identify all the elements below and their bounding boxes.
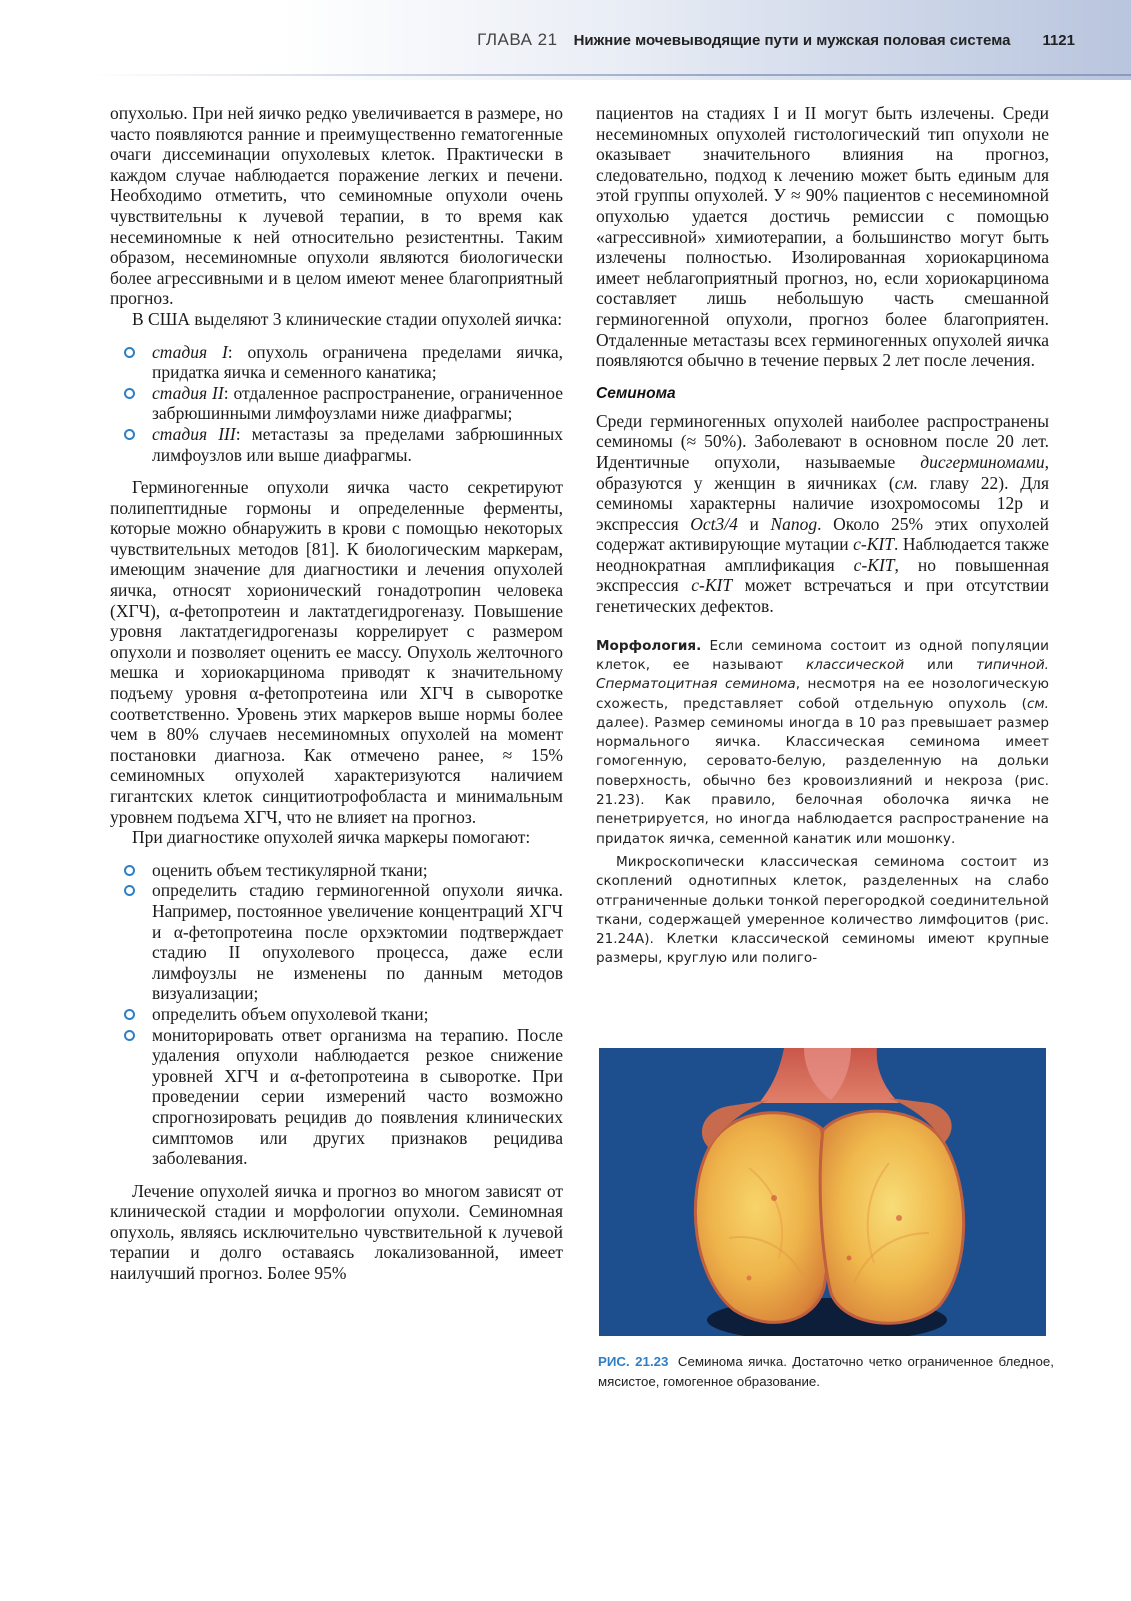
bullet-icon [124,347,135,358]
paragraph: Лечение опухолей яичка и прогноз во многом зависят от клинической стадии и морфологии опухоли. Семиномная опухоль, являясь исключительно чувствительной к лучевой терапии и долго оставаясь локализованной, имеет наилучший прогноз. Более 95% [110,1180,563,1284]
running-head [477,30,1075,54]
bullet-icon [124,1030,135,1041]
marker-text: оценить объем тестикулярной ткани; [152,859,428,880]
right-column [596,103,1049,969]
figure-label: РИС. 21.23 [598,1354,669,1369]
caption-text: Семинома яичка. Достаточно четко ограниченное бледное, мясистое, гомогенное образование. [598,1354,1054,1389]
marker-text: мониторировать ответ организма на терапию. После удаления опухоли наблюдается резкое снижение уровней ХГЧ и α-фетопротеина в сыворотке. При проведении серии измерений часто возможно спрогнозировать рецидив до появления клинических симптомов или других признаков рецидива заболевания. [152,1024,563,1169]
chapter-title: Нижние мочевыводящие пути и мужская половая система [573,32,1011,49]
list-item [110,424,563,465]
stage-text: : опухоль ограничена пределами яичка, придатка яичка и семенного канатика; [152,341,564,383]
figure-caption [598,1352,1054,1391]
list-item [110,383,563,424]
list-item [110,342,563,383]
list-item [110,880,563,1004]
section-heading: Семинома [596,384,676,402]
bullet-icon [124,429,135,440]
chapter-label: ГЛАВА 21 [477,30,558,49]
bullet-icon [124,388,135,399]
stage-term: стадия II [152,382,224,403]
paragraph: опухолью. При ней яичко редко увеличивается в размере, но часто появляются ранние и преимущественно гематогенные очаги диссеминации опухолевых клеток. Практически в каждом случае наблюдается поражение легких и печени. Необходимо отметить, что семиномные опухоли очень чувствительны к лучевой терапии, в то время как несеминомные к ней относительно резистентны. Таким образом, несеминомные опухоли являются биологически более агрессивными и в целом имеют менее благоприятный прогноз. [110,103,563,309]
bullet-icon [124,885,135,896]
paragraph: Среди герминогенных опухолей наиболее распространены семиномы (≈ 50%). Заболевают в основном после 20 лет. Идентичные опухоли, называемые дисгерминомами, образуются у женщин в яичниках (см. главу 22). Для семиномы характерны наличие изохромосомы 12p и экспрессия Oct3/4 и Nanog. Около 25% этих опухолей содержат активирующие мутации c-KIT. Наблюдается также неоднократная амплификация c-KIT, но повышенная экспрессия c-KIT может встречаться и при отсутствии генетических дефектов. [596,410,1049,617]
specimen-image [599,1048,1046,1336]
paragraph: В США выделяют 3 клинические стадии опухолей яичка: [132,308,563,329]
stages-list [110,342,563,466]
page-number: 1121 [1042,32,1075,49]
paragraph: Герминогенные опухоли яичка часто секретируют полипептидные гормоны и определенные ферменты, которые можно обнаружить в крови с помощью некоторых чувствительных методов [81]. К биологическим маркерам, имеющим значение для диагностики и лечения опухолей яичка, относят хорионический гонадотропин человека (ХГЧ), α-фетопротеин и лактатдегидрогеназу. Повышение уровня лактатдегидрогеназы коррелирует с размером опухоли и позволяет оценить ее массу. Опухоль желточного мешка и хориокарцинома приводят к значительному подъему уровня α-фетопротеина или ХГЧ в сыворотке соответственно. Уровень этих маркеров выше нормы более чем в 80% случаев несеминомных опухолей на момент постановки диагноза. Как отмечено ранее, ≈ 15% семиномных опухолей характеризуются наличием гигантских клеток синцитиотрофобласта и минимальным уровнем подъема ХГЧ, что не влияет на прогноз. [110,477,563,827]
stage-term: стадия I [152,341,228,362]
markers-list [110,860,563,1169]
stage-text: : метастазы за пределами забрюшинных лимфоузлов или выше диафрагмы. [152,423,563,465]
morphology-paragraph: Морфология. Если семинома состоит из одной популяции клеток, ее называют классической или типичной. Сперматоцитная семинома, несмотря на ее нозологическую схожесть, представляет собой отдельную опухоль (см. далее). Размер семиномы иногда в 10 раз превышает размер нормального яичка. Классическая семинома имеет гомогенную, серовато-белую, разделенную на дольки поверхность, обычно без кровоизлияний и некроза (рис. 21.23). Как правило, белочная оболочка яичка не пенетрируется, но иногда наблюдается распространение на придаток яичка, семенной канатик или мошонку. [596,637,1049,847]
morphology-lead: Морфология. [596,637,702,654]
header-divider [90,74,1131,76]
paragraph: пациентов на стадиях I и II могут быть излечены. Среди несеминомных опухолей гистологический тип опухоли не оказывает значительного влияния на прогноз, следовательно, подход к лечению может быть единым для этой группы опухолей. У ≈ 90% пациентов с несеминомной опухолью удается достичь ремиссии с помощью «агрессивной» химиотерапии, а большинство могут быть излечены полностью. Изолированная хориокарцинома имеет неблагоприятный прогноз, но, если хориокарцинома составляет лишь небольшую часть смешанной герминогенной опухоли, прогноз более благоприятен. Отдаленные метастазы всех герминогенных опухолей яичка появляются обычно в течение первых 2 лет после лечения. [596,103,1049,371]
list-item [110,1025,563,1169]
bullet-icon [124,1009,135,1020]
morphology-paragraph: Микроскопически классическая семинома состоит из скоплений однотипных клеток, разделенных на слабо отграниченные дольки тонкой перегородкой соединительной ткани, содержащей умеренное количество лимфоцитов (рис. 21.24A). Клетки классической семиномы имеют крупные размеры, круглую или полиго- [596,853,1049,967]
stage-text: : отдаленное распространение, ограниченное забрюшинными лимфоузлами ниже диафрагмы; [152,382,563,424]
marker-text: определить объем опухолевой ткани; [152,1003,429,1024]
stage-term: стадия III [152,423,236,444]
left-column [110,103,563,1284]
bullet-icon [124,865,135,876]
list-item [110,860,563,881]
figure-seminoma-photo [599,1048,1046,1336]
paragraph: При диагностике опухолей яичка маркеры помогают: [132,827,531,848]
marker-text: определить стадию герминогенной опухоли яичка. Например, постоянное увеличение концентраций ХГЧ и α-фетопротеина после орхэктомии подтверждает стадию II опухолевого процесса, даже если лимфоузлы не изменены по данным методов визуализации; [152,880,563,1004]
list-item [110,1004,563,1025]
